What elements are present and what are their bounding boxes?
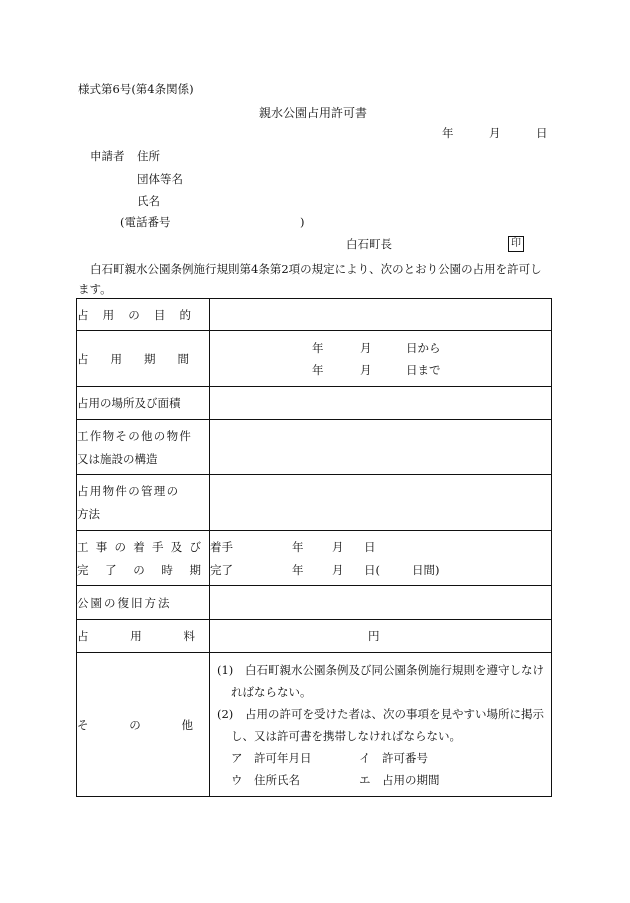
fee-value: 円 [210, 620, 552, 653]
row-structure [77, 420, 552, 475]
restore-label: 公園の復旧方法 [77, 586, 210, 620]
sub-item-a: ア 許可年月日 [231, 750, 312, 765]
period-label: 占 用 期 間 [77, 331, 210, 387]
body-line-2: ます。 [78, 282, 112, 296]
location-label: 占用の場所及び面積 [77, 387, 210, 420]
phone-close: ) [300, 215, 305, 229]
row-location [77, 387, 552, 420]
name-label: 氏名 [137, 194, 160, 208]
applicant-label: 申請者 [90, 149, 125, 163]
sub-item-i: イ 許可番号 [359, 750, 428, 765]
purpose-label: 占 用 の 目 的 [77, 299, 210, 331]
construction-start: 着手 年 月 日 [210, 539, 376, 554]
other-item-1: (1) 白石町親水公園条例及び同公園条例施行規則を遵守しなけ [217, 662, 544, 677]
row-purpose [77, 299, 552, 331]
row-management [77, 475, 552, 531]
period-value [210, 331, 552, 387]
sub-item-e: エ 占用の期間 [359, 772, 440, 787]
phone-label: (電話番号 [120, 215, 171, 229]
other-item-2: (2) 占用の許可を受けた者は、次の事項を見やすい場所に掲示 [217, 706, 544, 721]
row-period [77, 331, 552, 387]
seal-mark: 印 [508, 236, 524, 252]
location-value [210, 387, 552, 420]
construction-value [210, 531, 552, 586]
permit-table [76, 298, 552, 797]
construction-label: 工 事 の 着 手 及 び 完 了 の 時 期 [77, 531, 210, 586]
date-year: 年 [442, 126, 454, 140]
other-label: そ の 他 [77, 653, 210, 797]
date-month: 月 [489, 126, 501, 140]
period-from: 年 月 日から [312, 340, 441, 355]
other-value: (1) 白石町親水公園条例及び同公園条例施行規則を遵守しなけ ればならない。 (2) 占用の許可を受けた者は、次の事項を見やすい場所に掲示 し、又は許可書を携帯しなければならない。 ア 許可年月日 イ 許可番号 ウ 住所氏名 エ 占用の期間 [210, 653, 552, 797]
management-value [210, 475, 552, 531]
structure-value [210, 420, 552, 475]
purpose-value [210, 299, 552, 331]
restore-value [210, 586, 552, 620]
group-label: 団体等名 [137, 172, 183, 186]
issuer-title: 白石町長 [346, 237, 392, 251]
address-label: 住所 [137, 149, 160, 163]
fee-label: 占 用 料 [77, 620, 210, 653]
sub-item-u: ウ 住所氏名 [231, 772, 300, 787]
row-fee [77, 620, 552, 653]
body-line-1: 白石町親水公園条例施行規則第4条第2項の規定により、次のとおり公園の占用を許可し [90, 262, 542, 276]
form-number: 様式第6号(第4条関係) [78, 82, 194, 96]
period-to: 年 月 日まで [312, 362, 441, 377]
structure-label: 工作物その他の物件 又は施設の構造 [77, 420, 210, 475]
row-construction [77, 531, 552, 586]
date-day: 日 [536, 126, 548, 140]
row-restore [77, 586, 552, 620]
construction-end: 完了 年 月 日( 日間) [210, 562, 440, 577]
management-label: 占用物件の管理の 方法 [77, 475, 210, 531]
document-title: 親水公園占用許可書 [259, 106, 368, 120]
row-other [77, 653, 552, 797]
